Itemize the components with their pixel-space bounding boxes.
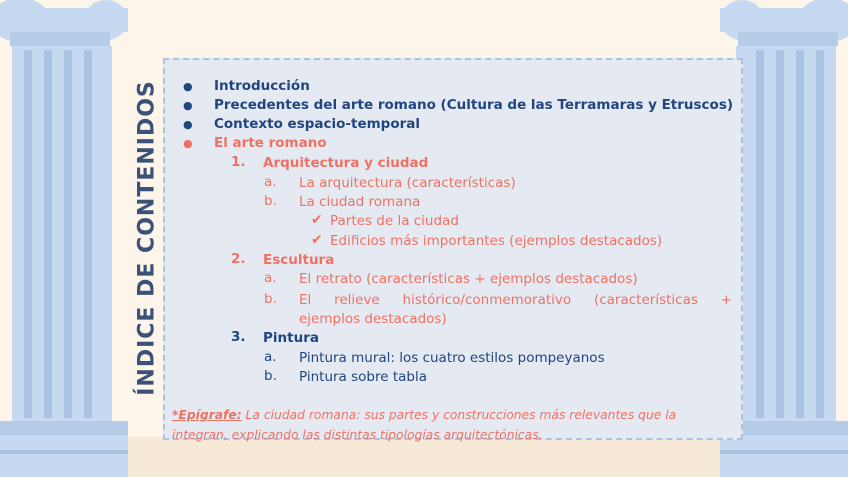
section-number: 1. [231, 154, 246, 170]
section-arquitectura: Arquitectura y ciudad [263, 155, 429, 171]
check-partes: Partes de la ciudad [330, 213, 459, 229]
subitem-letter: b. [264, 193, 277, 209]
bullet-icon: ● [183, 80, 193, 93]
bullet-icon: ● [183, 137, 193, 150]
section-number: 2. [231, 251, 246, 267]
subitem-arquitectura: La arquitectura (características) [299, 175, 516, 191]
vertical-title [135, 57, 159, 419]
item-contexto: Contexto espacio-temporal [214, 116, 421, 132]
subitem-relieve: El relieve histórico/conmemorativo (características + [299, 292, 732, 308]
bullet-icon: ● [183, 118, 193, 131]
item-arte-romano: El arte romano [214, 135, 327, 151]
subitem-retrato: El retrato (características + ejemplos destacados) [299, 271, 638, 287]
epigrafe-note [172, 405, 732, 445]
left-column-decoration [0, 0, 128, 477]
subitem-letter: b. [264, 368, 277, 384]
checkmark-icon: ✔ [311, 232, 323, 248]
subitem-letter: a. [264, 349, 277, 365]
epigrafe-colon: : [236, 408, 242, 422]
section-number: 3. [231, 329, 246, 345]
item-precedentes: Precedentes del arte romano (Cultura de las Terramaras y Etruscos) [214, 97, 734, 113]
subitem-letter: b. [264, 291, 277, 307]
page-title: ÍNDICE DE CONTENIDOS [134, 80, 160, 396]
epigrafe-text-2: integran, explicando las distintas tipologías arquitectónicas. [172, 428, 543, 442]
section-escultura: Escultura [263, 252, 335, 268]
epigrafe-label: *Epígrafe [172, 408, 237, 422]
subitem-ciudad-romana: La ciudad romana [299, 194, 421, 210]
subitem-pintura-mural: Pintura mural: los cuatro estilos pompeyanos [299, 350, 605, 366]
item-introduccion: Introducción [214, 78, 310, 94]
check-edificios: Edificios más importantes (ejemplos destacados) [330, 233, 663, 249]
section-pintura: Pintura [263, 330, 319, 346]
epigrafe-line-1 [172, 405, 732, 425]
subitem-letter: a. [264, 174, 277, 190]
subitem-relieve-continued: ejemplos destacados) [299, 311, 447, 327]
bullet-icon: ● [183, 99, 193, 112]
subitem-letter: a. [264, 270, 277, 286]
checkmark-icon: ✔ [311, 212, 323, 228]
subitem-pintura-tabla: Pintura sobre tabla [299, 369, 427, 385]
epigrafe-text-1: La ciudad romana: sus partes y construcciones más relevantes que la [245, 408, 677, 422]
